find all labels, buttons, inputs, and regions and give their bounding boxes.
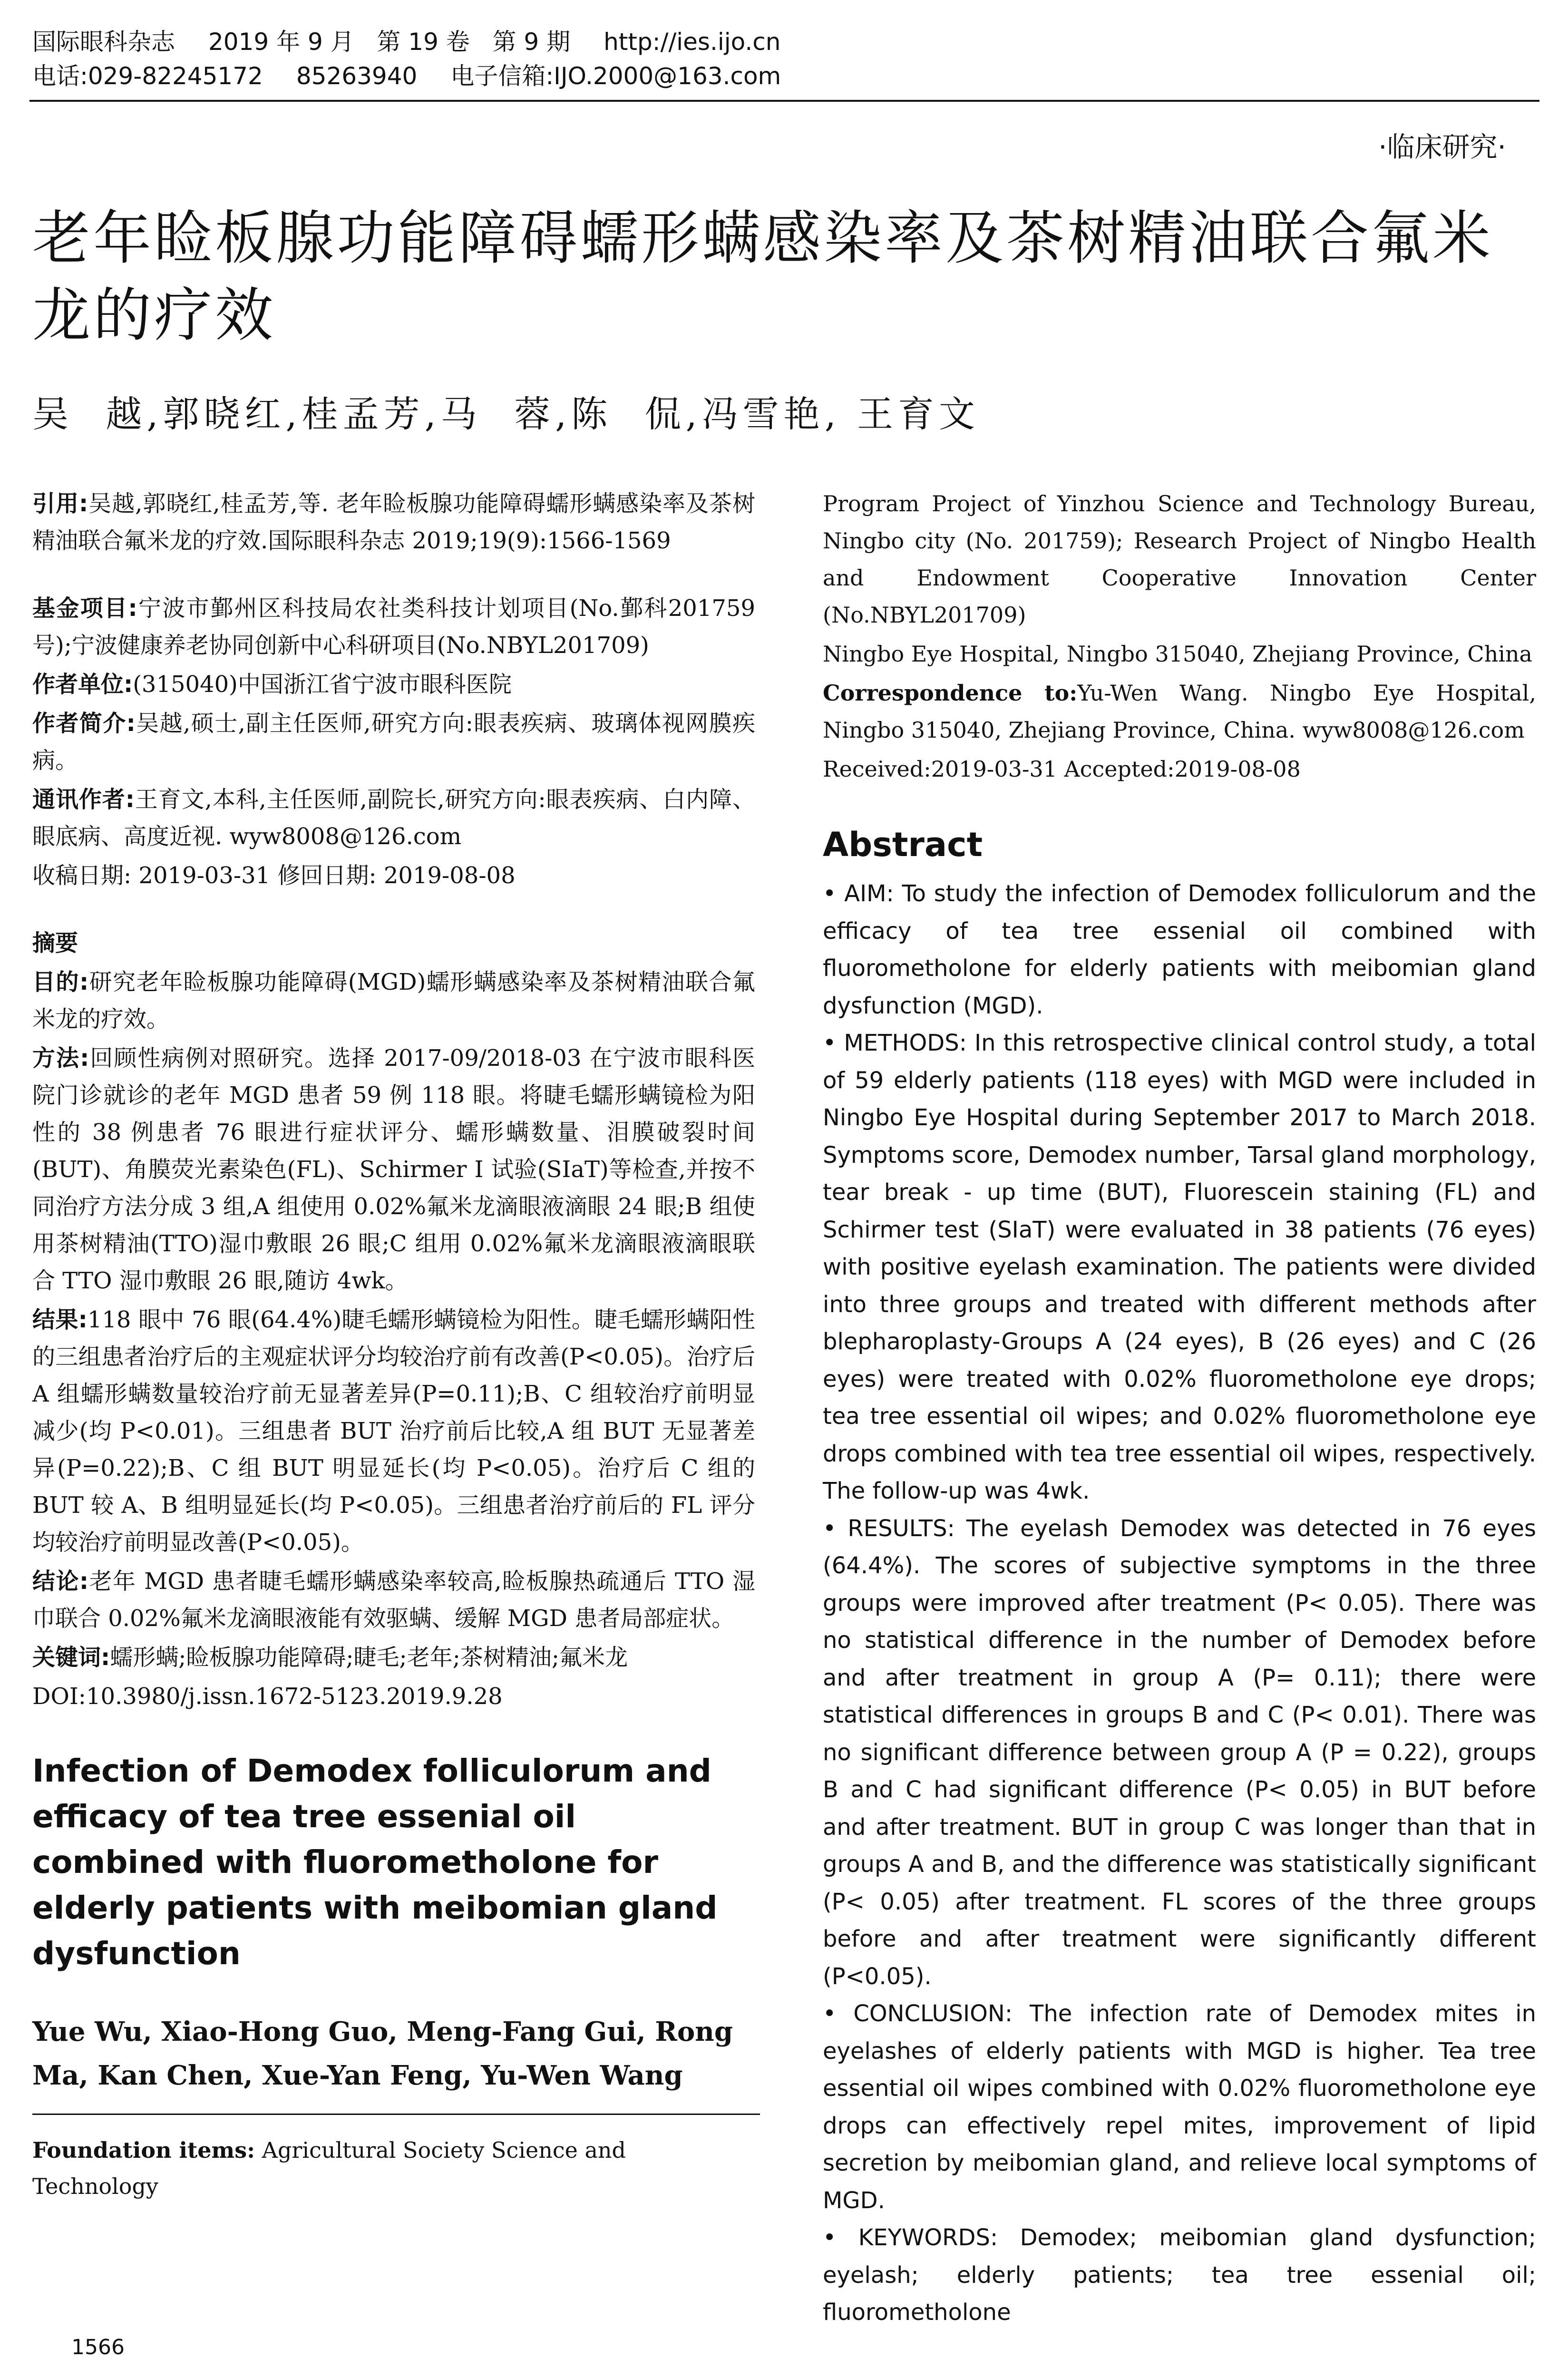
methods-text: 回顾性病例对照研究。选择 2017-09/2018-03 在宁波市眼科医院门诊就诊的老年 MGD 患者 59 例 118 眼。将睫毛蠕形螨镜检为阳性的 38 例患者 76 眼进行症状评分、蠕形螨数量、泪膜破裂时间(BUT)、角膜荧光素染色(FL)、Schirmer I 试验(SIaT)等检查,并按不同治疗方法分成 3 组,A 组使用 0.02%氟米龙滴眼液滴眼 24 眼;B 组使用茶树精油(TTO)湿巾敷眼 26 眼;C 组用 0.02%氟米龙滴眼液滴眼联合 TTO 湿巾敷眼 26 眼,随访 4wk。 <box>32 1045 755 1294</box>
header-divider <box>29 100 1539 102</box>
right-column <box>823 485 1536 2331</box>
doi[interactable]: DOI:10.3980/j.issn.1672-5123.2019.9.28 <box>32 1683 503 1710</box>
conclusion-label: 结论: <box>32 1568 89 1595</box>
received-accepted: Received:2019-03-31 Accepted:2019-08-08 <box>823 756 1301 782</box>
abstract-heading: Abstract <box>823 825 983 864</box>
aim-text: 研究老年睑板腺功能障碍(MGD)蠕形螨感染率及茶树精油联合氟米龙的疗效。 <box>32 969 755 1033</box>
cn-methods <box>32 1040 755 1299</box>
keywords-label: 关键词: <box>32 1644 110 1671</box>
journal-name: 国际眼科杂志 <box>32 28 175 56</box>
citation <box>32 485 755 559</box>
foundation-label: Foundation items: <box>32 2137 255 2163</box>
left-column <box>32 485 755 2204</box>
author-list: 吴 越,郭晓红,桂孟芳,马 蓉,陈 侃,冯雪艳, 王育文 <box>32 393 980 435</box>
fund-info <box>32 590 755 664</box>
journal-phone-2: 85263940 <box>296 62 418 90</box>
english-authors: Yue Wu, Xiao-Hong Guo, Meng-Fang Gui, Rong Ma, Kan Chen, Xue-Yan Feng, Yu-Wen Wang <box>32 2016 733 2091</box>
methods-label: 方法: <box>32 1045 89 1072</box>
bio-label: 作者简介: <box>32 710 136 737</box>
results-text: 118 眼中 76 眼(64.4%)睫毛蠕形螨镜检为阳性。睫毛蠕形螨阳性的三组患者治疗后的主观症状评分均较治疗前有改善(P<0.05)。治疗后 A 组蠕形螨数量较治疗前无显著差异(P=0.11);B、C 组较治疗前明显减少(均 P<0.01)。三组患者 BUT 治疗前后比较,A 组 BUT 无显著差异(P=0.22);B、C 组 BUT 明显延长(均 P<0.05)。治疗后 C 组的 BUT 较 A、B 组明显延长(均 P<0.05)。三组患者治疗前后的 FL 评分均较治疗前明显改善(P<0.05)。 <box>32 1306 755 1556</box>
issue-info: 2019 年 9 月 第 19 卷 第 9 期 <box>208 28 571 56</box>
footnote-divider <box>32 2114 760 2115</box>
journal-url[interactable]: http://ies.ijo.cn <box>604 28 781 56</box>
fund-text: 宁波市鄞州区科技局农社类科技计划项目(No.鄞科201759 号);宁波健康养老协同创新中心科研项目(No.NBYL201709) <box>32 595 755 659</box>
author-unit <box>32 666 755 703</box>
journal-phone: 电话:029-82245172 <box>32 62 263 90</box>
english-title: Infection of Demodex folliculorum and efficacy of tea tree essenial oil combined with fluorometholone for elderly patients with meibomian gland dysfunction <box>32 1753 718 1972</box>
bio-text: 吴越,硕士,副主任医师,研究方向:眼表疾病、玻璃体视网膜疾病。 <box>32 710 755 774</box>
abstract-conclusion: • CONCLUSION: The infection rate of Demodex mites in eyelashes of elderly patients with MGD is higher. Tea tree essential oil wipes combined with 0.02% fluorometholone eye drops can effectively repel mites, improvement of lipid secretion by meibomian gland, and relieve local symptoms of MGD. <box>823 2000 1536 2214</box>
abstract-results: • RESULTS: The eyelash Demodex was detected in 76 eyes (64.4%). The scores of subjective symptoms in the three groups were improved after treatment (P< 0.05). There was no statistical difference in the number of Demodex before and after treatment in group A (P= 0.11); there were statistical differences in groups B and C (P< 0.01). There was no significant difference between group A (P = 0.22), groups B and C had significant difference (P< 0.05) in BUT before and after treatment. BUT in group C was longer than that in groups A and B, and the difference was statistically significant (P< 0.05) after treatment. FL scores of the three groups before and after treatment were significantly different (P<0.05). <box>823 1515 1536 1990</box>
correspondence-label: Correspondence to: <box>823 680 1078 706</box>
received-dates: 收稿日期: 2019-03-31 修回日期: 2019-08-08 <box>32 862 516 889</box>
corr-text: 王育文,本科,主任医师,副院长,研究方向:眼表疾病、白内障、眼底病、高度近视. wyw8008@126.com <box>32 786 755 850</box>
citation-label: 引用: <box>32 490 88 517</box>
cn-abstract-heading: 摘要 <box>32 930 78 956</box>
aim-label: 目的: <box>32 969 89 995</box>
affiliation: Ningbo Eye Hospital, Ningbo 315040, Zhejiang Province, China <box>823 641 1532 667</box>
corresponding-author <box>32 781 755 855</box>
abstract-keywords: • KEYWORDS: Demodex; meibomian gland dysfunction; eyelash; elderly patients; tea tree essenial oil; fluorometholone <box>823 2224 1536 2326</box>
conclusion-text: 老年 MGD 患者睫毛蠕形螨感染率较高,睑板腺热疏通后 TTO 湿巾联合 0.02%氟米龙滴眼液能有效驱螨、缓解 MGD 患者局部症状。 <box>32 1568 755 1632</box>
keywords-text: 蠕形螨;睑板腺功能障碍;睫毛;老年;茶树精油;氟米龙 <box>110 1644 628 1671</box>
cn-conclusion <box>32 1563 755 1637</box>
foundation-text: Agricultural Society Science and Technology <box>32 2137 626 2199</box>
cn-results <box>32 1301 755 1561</box>
author-bio <box>32 705 755 779</box>
correspondence <box>823 674 1536 749</box>
unit-label: 作者单位: <box>32 671 133 698</box>
foundation-continued: Program Project of Yinzhou Science and Technology Bureau, Ningbo city (No. 201759); Research Project of Ningbo Health and Endowment Cooperative Innovation Center (No.NBYL201709) <box>823 491 1536 628</box>
unit-text: (315040)中国浙江省宁波市眼科医院 <box>133 671 512 698</box>
citation-text: 吴越,郭晓红,桂孟芳,等. 老年睑板腺功能障碍蠕形螨感染率及茶树精油联合氟米龙的疗效.国际眼科杂志 2019;19(9):1566-1569 <box>32 490 755 554</box>
page-number: 1566 <box>71 2335 125 2359</box>
results-label: 结果: <box>32 1306 88 1333</box>
journal-email[interactable]: 电子信箱:IJO.2000@163.com <box>450 62 781 90</box>
cn-keywords <box>32 1639 755 1676</box>
abstract-aim: • AIM: To study the infection of Demodex folliculorum and the efficacy of tea tree essenial oil combined with fluorometholone for elderly patients with meibomian gland dysfunction (MGD). <box>823 880 1536 1019</box>
section-tag: ·临床研究· <box>1378 131 1506 163</box>
abstract-methods: • METHODS: In this retrospective clinical control study, a total of 59 elderly patients (118 eyes) with MGD were included in Ningbo Eye Hospital during September 2017 to March 2018. Symptoms score, Demodex number, Tarsal gland morphology, tear break - up time (BUT), Fluorescein staining (FL) and Schirmer test (SIaT) were evaluated in 38 patients (76 eyes) with positive eyelash examination. The patients were divided into three groups and treated with different methods after blepharoplasty-Groups A (24 eyes), B (26 eyes) and C (26 eyes) were treated with 0.02% fluorometholone eye drops; tea tree essential oil wipes; and 0.02% fluorometholone eye drops combined with tea tree essential oil wipes, respectively. The follow-up was 4wk. <box>823 1030 1536 1504</box>
journal-header <box>32 25 1535 93</box>
fund-label: 基金项目: <box>32 595 137 622</box>
cn-aim <box>32 964 755 1038</box>
paper-title: 老年睑板腺功能障碍蠕形螨感染率及茶树精油联合氟米龙的疗效 <box>32 205 1493 349</box>
foundation-items <box>32 2132 755 2204</box>
correspondence-text: Yu-Wen Wang. Ningbo Eye Hospital, Ningbo 315040, Zhejiang Province, China. wyw8008@126.com <box>823 680 1536 743</box>
corr-label: 通讯作者: <box>32 786 135 813</box>
